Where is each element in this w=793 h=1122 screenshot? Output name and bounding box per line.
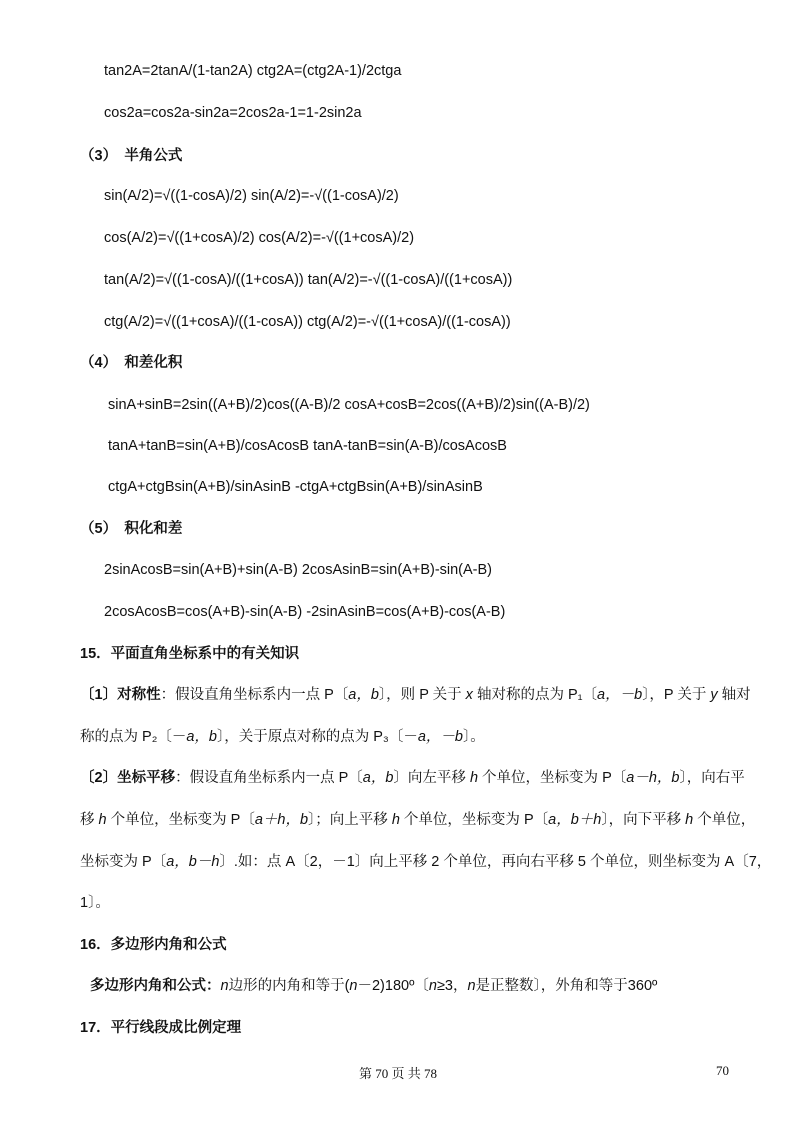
formula-sum-to-product-ctg: ctgA+ctgBsin(A+B)/sinAsinB -ctgA+ctgBsin(A+B)/sinAsinB	[108, 479, 483, 495]
formula-half-angle-cos: cos(A/2)=√((1+cosA)/2) cos(A/2)=-√((1+cosA)/2)	[104, 230, 415, 246]
section-heading-15: 15．平面直角坐标系中的有关知识	[80, 646, 300, 662]
paragraph-translation-line2: 移 h 个单位，坐标变为 P〔a＋h，b〕；向上平移 h 个单位，坐标变为 P〔a，b＋h〕，向下平移 h 个单位，	[80, 812, 756, 828]
heading-half-angle: （3） 半角公式	[80, 148, 183, 164]
paragraph-translation-line4: 1〕。	[80, 895, 110, 911]
formula-sum-to-product-tan: tanA+tanB=sin(A+B)/cosAcosB tanA-tanB=sin(A-B)/cosAcosB	[108, 438, 507, 454]
formula-product-to-sum-2: 2cosAcosB=cos(A+B)-sin(A-B) -2sinAsinB=cos(A+B)-cos(A-B)	[104, 604, 506, 620]
paragraph-polygon-angles: 多边形内角和公式：n边形的内角和等于(n－2)180º〔n≥3，n是正整数〕，外角和等于360º	[90, 978, 658, 994]
formula-half-angle-sin: sin(A/2)=√((1-cosA)/2) sin(A/2)=-√((1-cosA)/2)	[104, 188, 399, 204]
section-heading-17: 17．平行线段成比例定理	[80, 1020, 242, 1036]
paragraph-symmetry-line1: 〔1〕对称性：假设直角坐标系内一点 P〔a，b〕，则 P 关于 x 轴对称的点为 P₁〔a，－b〕，P 关于 y 轴对	[80, 687, 751, 703]
paragraph-symmetry-line2: 称的点为 P₂〔－a，b〕，关于原点对称的点为 P₃〔－a，－b〕。	[80, 729, 485, 745]
heading-sum-to-product: （4） 和差化积	[80, 355, 183, 371]
formula-half-angle-ctg: ctg(A/2)=√((1+cosA)/((1-cosA)) ctg(A/2)=-√((1+cosA)/((1-cosA))	[104, 314, 511, 330]
formula-sum-to-product-sincos: sinA+sinB=2sin((A+B)/2)cos((A-B)/2 cosA+cosB=2cos((A+B)/2)sin((A-B)/2)	[108, 397, 590, 413]
page-counter: 第 70 页 共 78	[359, 1066, 438, 1081]
formula-double-angle-tan: tan2A=2tanA/(1-tan2A) ctg2A=(ctg2A-1)/2ctga	[104, 63, 402, 79]
formula-half-angle-tan: tan(A/2)=√((1-cosA)/((1+cosA)) tan(A/2)=-√((1-cosA)/((1+cosA))	[104, 272, 513, 288]
page-number: 70	[716, 1063, 729, 1078]
formula-double-angle-cos: cos2a=cos2a-sin2a=2cos2a-1=1-2sin2a	[104, 105, 362, 121]
formula-product-to-sum-1: 2sinAcosB=sin(A+B)+sin(A-B) 2cosAsinB=sin(A+B)-sin(A-B)	[104, 562, 493, 578]
paragraph-translation-line1: 〔2〕坐标平移：假设直角坐标系内一点 P〔a，b〕向左平移 h 个单位，坐标变为 P〔a－h，b〕，向右平	[80, 770, 745, 786]
paragraph-translation-line3: 坐标变为 P〔a，b－h〕.如：点 A〔2，－1〕向上平移 2 个单位，再向右平移 5 个单位，则坐标变为 A〔7，	[80, 854, 772, 870]
section-heading-16: 16．多边形内角和公式	[80, 937, 227, 953]
heading-product-to-sum: （5） 积化和差	[80, 521, 183, 537]
